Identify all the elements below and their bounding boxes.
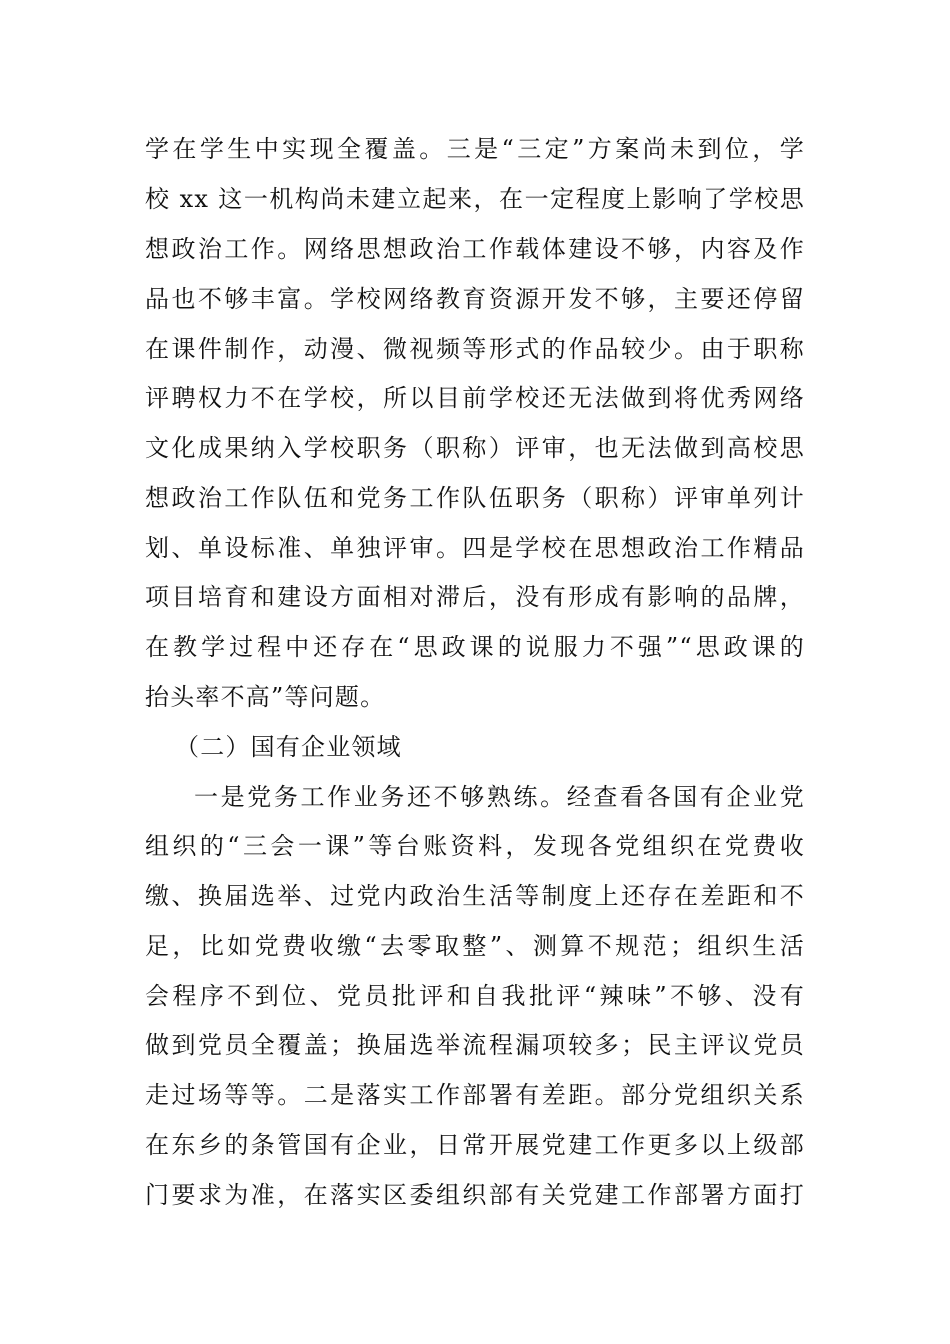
text-line: 品也不够丰富。学校网络教育资源开发不够，主要还停留 bbox=[145, 285, 805, 313]
text-line: 评聘权力不在学校，所以目前学校还无法做到将优秀网络 bbox=[145, 384, 805, 412]
text-line: 项目培育和建设方面相对滞后，没有形成有影响的品牌， bbox=[145, 583, 805, 611]
text-line: 一是党务工作业务还不够熟练。经查看各国有企业党 bbox=[194, 783, 805, 811]
text-line: 在东乡的条管国有企业，日常开展党建工作更多以上级部 bbox=[145, 1131, 805, 1159]
text-line: 门要求为准，在落实区委组织部有关党建工作部署方面打 bbox=[145, 1181, 805, 1209]
text-line: 组织的“三会一课”等台账资料，发现各党组织在党费收 bbox=[145, 832, 805, 860]
text-line: 做到党员全覆盖；换届选举流程漏项较多；民主评议党员 bbox=[145, 1031, 805, 1059]
text-line: 抬头率不高”等问题。 bbox=[145, 683, 386, 711]
text-line: 在教学过程中还存在“思政课的说服力不强”“思政课的 bbox=[145, 633, 805, 661]
text-line: 在课件制作，动漫、微视频等形式的作品较少。由于职称 bbox=[145, 335, 805, 363]
text-line: 校 xx 这一机构尚未建立起来，在一定程度上影响了学校思 bbox=[145, 185, 805, 213]
text-line: 会程序不到位、党员批评和自我批评“辣味”不够、没有 bbox=[145, 982, 805, 1010]
text-line: 想政治工作队伍和党务工作队伍职务（职称）评审单列计 bbox=[145, 484, 805, 512]
text-line: 学在学生中实现全覆盖。三是“三定”方案尚未到位，学 bbox=[145, 135, 805, 163]
section-heading: （二）国有企业领域 bbox=[175, 733, 402, 761]
text-line: 走过场等等。二是落实工作部署有差距。部分党组织关系 bbox=[145, 1081, 805, 1109]
text-line: 文化成果纳入学校职务（职称）评审，也无法做到高校思 bbox=[145, 434, 805, 462]
text-line: 划、单设标准、单独评审。四是学校在思想政治工作精品 bbox=[145, 534, 805, 562]
text-line: 缴、换届选举、过党内政治生活等制度上还存在差距和不 bbox=[145, 882, 805, 910]
text-line: 足，比如党费收缴“去零取整”、测算不规范；组织生活 bbox=[145, 932, 805, 960]
text-line: 想政治工作。网络思想政治工作载体建设不够，内容及作 bbox=[145, 235, 805, 263]
